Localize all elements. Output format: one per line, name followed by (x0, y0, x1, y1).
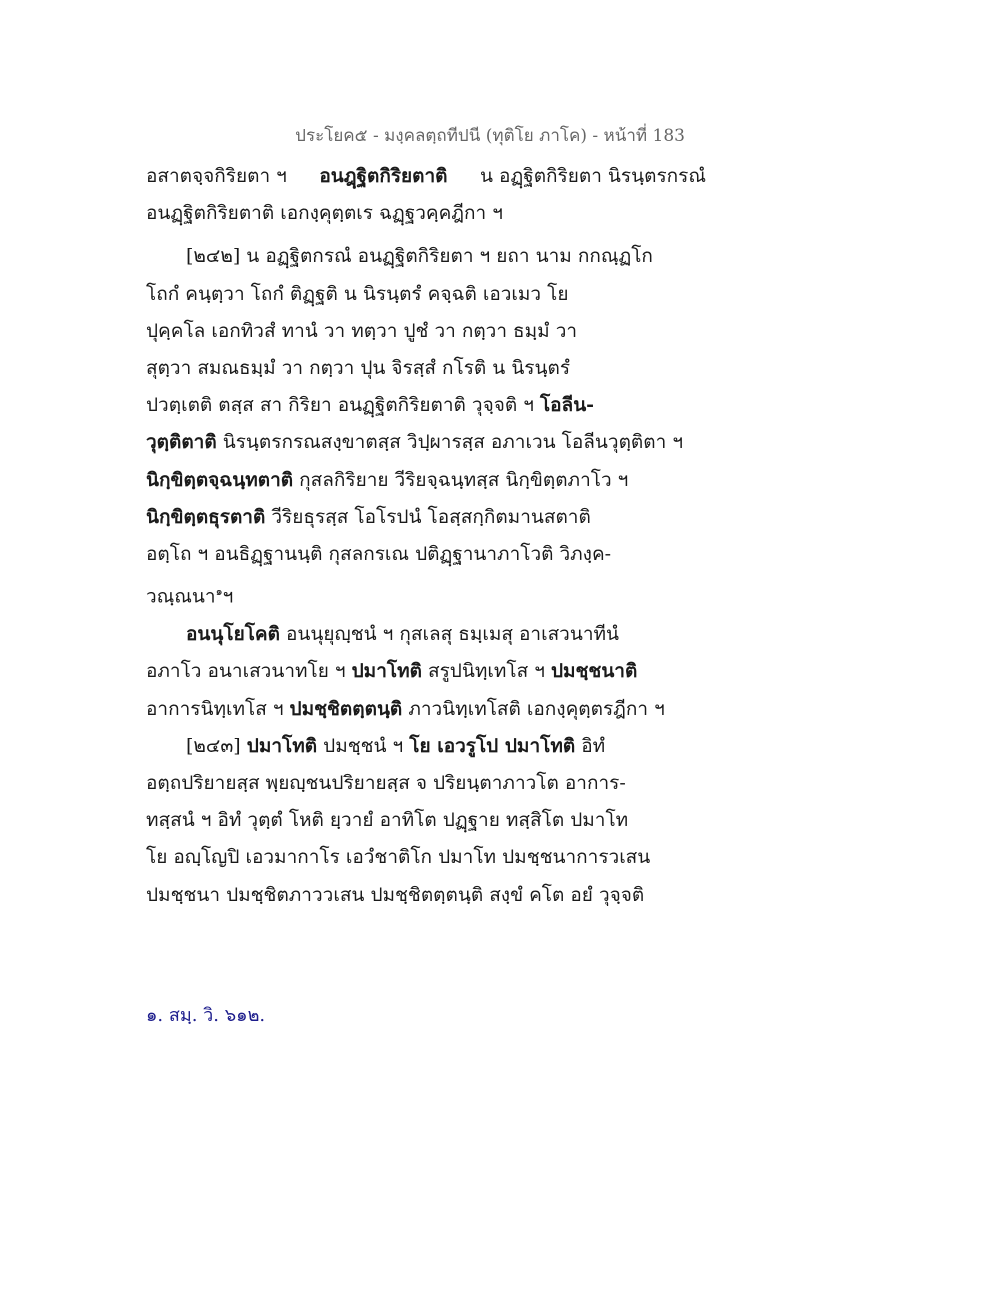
text-run: ฯ (222, 585, 234, 608)
text-line (146, 691, 706, 728)
text-line (146, 499, 706, 536)
text-run: อตฺโถ ฯ อนธิฏฺฐานนฺติ กุสลกรเณ ปติฏฺฐานาภาโวติ วิภงฺค- (146, 542, 612, 565)
text-line (146, 276, 706, 313)
text-line (146, 238, 706, 275)
text-line (146, 728, 706, 765)
text-line (146, 616, 706, 653)
bold-term: ปมชฺชนาติ (550, 660, 638, 683)
text-run: อสาตจฺจกิริยตา ฯ (146, 165, 287, 187)
text-line (146, 573, 706, 610)
text-run: อนฏฺฐิตกิริยตาติ เอกงฺคุตฺตเร ฉฏฺฐวคฺคฎีกา ฯ (146, 202, 503, 225)
bold-term: ปมาโทติ (246, 734, 318, 757)
text-run: อาการนิทฺเทโส ฯ (146, 697, 290, 720)
text-run: ทสฺสนํ ฯ อิทํ วุตฺตํ โหติ ยฺวายํ อาทิโต ปฏฺฐาย ทสฺสิโต ปมาโท (146, 809, 629, 832)
text-run: วณฺณนา (146, 585, 216, 608)
body-text (146, 158, 706, 914)
text-line (146, 462, 706, 499)
text-run: สุตฺวา สมณธมฺมํ วา กตฺวา ปุน จิรสฺสํ กโรติ น นิรนฺตรํ (146, 356, 571, 379)
text-line (146, 350, 706, 387)
bold-term: ปมชฺชิตตฺตนฺติ (289, 697, 403, 720)
text-line (146, 195, 706, 232)
text-run: ภาวนิทฺเทโสติ เอกงฺคุตฺตรฎีกา ฯ (402, 697, 665, 720)
text-line (146, 765, 706, 802)
text-run: ปมชฺชนา ปมชฺชิตภาววเสน ปมชฺชิตตฺตนฺติ สงฺขํ คโต อยํ วุจฺจติ (146, 883, 645, 906)
footnote-ref: ๑ (215, 585, 223, 599)
text-run: นิรนฺตรกรณสงฺขาตสฺส วิปฺผารสฺส อภาเวน โอลีนวุตฺติตา ฯ (216, 431, 683, 454)
text-line (146, 653, 706, 690)
bold-term: อนฎฺฐิตกิริยตาติ (319, 165, 448, 187)
bold-term: อนนุโยโคติ (186, 623, 280, 646)
bold-term: นิกฺขิตฺตจฺฉนฺทตาติ (146, 468, 294, 491)
text-run: โย อญฺโญปิ เอวมากาโร เอวํชาติโก ปมาโท ปมชฺชนาการวเสน (146, 846, 651, 869)
bold-term: นิกฺขิตฺตธุรตาติ (146, 505, 266, 528)
text-line (146, 313, 706, 350)
text-run: ปุคฺคโล เอกทิวสํ ทานํ วา ทตฺวา ปูชํ วา กตฺวา ธมฺมํ วา (146, 319, 578, 342)
bold-term: โย เอวรูโป ปมาโทติ (409, 734, 576, 757)
text-run: น อฏฺฐิตกิริยตา นิรนฺตรกรณํ (480, 165, 706, 187)
text-line (146, 387, 706, 424)
text-line (146, 424, 706, 461)
text-run: อิทํ (575, 734, 606, 757)
footnote: ๑. สมฺ. วิ. ๖๑๒. (146, 1005, 266, 1026)
bold-term: วุตฺติตาติ (146, 431, 217, 454)
text-run: ปมชฺชนํ ฯ (317, 734, 410, 757)
text-run: อนนุยุญฺชนํ ฯ กุสเลสุ ธมฺเมสุ อาเสวนาทีนํ (279, 623, 620, 646)
text-run: สรูปนิทฺเทโส ฯ (421, 660, 551, 683)
text-run: วีริยธุรสฺส โอโรปนํ โอสฺสกฺกิตมานสตาติ (265, 505, 591, 528)
page-header: ประโยค๕ - มงฺคลตฺถทีปนี (ทุติโย ภาโค) - หน้าที่ 183 (295, 126, 685, 146)
text-line (146, 877, 706, 914)
text-run: ปวตฺเตติ ตสฺส สา กิริยา อนฏฺฐิตกิริยตาติ วุจฺจติ ฯ (146, 394, 540, 417)
bold-term: โอลีน- (539, 394, 595, 417)
text-run: [๒๔๒] น อฏฺฐิตกรณํ อนฏฺฐิตกิริยตา ฯ ยถา นาม กกณฺฏโก (186, 245, 653, 268)
text-run: อภาโว อนาเสวนาทโย ฯ (146, 660, 352, 683)
text-run: อตฺถปริยายสฺส พฺยญฺชนปริยายสฺส จ ปริยนฺตาภาวโต อาการ- (146, 772, 626, 794)
text-run: [๒๔๓] (186, 734, 247, 757)
bold-term: ปมาโทติ (351, 660, 422, 683)
text-run: โถกํ คนฺตฺวา โถกํ ติฏฺฐติ น นิรนฺตรํ คจฺฉติ เอวเมว โย (146, 282, 569, 305)
text-line (146, 802, 706, 839)
text-line (146, 839, 706, 876)
text-run: กุสลกิริยาย วีริยจฺฉนฺทสฺส นิกฺขิตฺตภาโว ฯ (293, 468, 629, 491)
text-line (146, 536, 706, 573)
text-line (146, 158, 706, 195)
